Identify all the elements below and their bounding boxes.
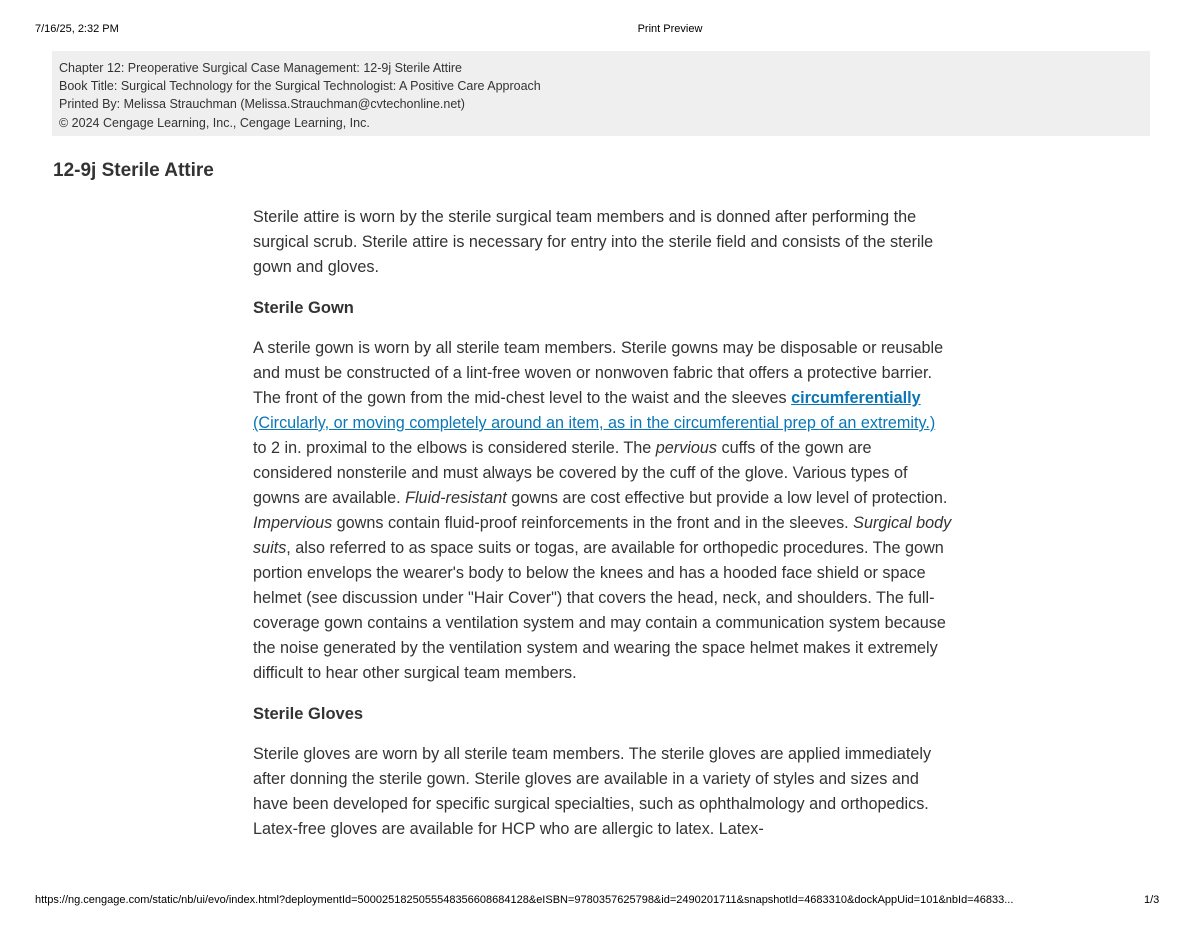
book-title-line: Book Title: Surgical Technology for the Surgical Technologist: A Positive Care Approach: [59, 79, 541, 94]
chapter-line: Chapter 12: Preoperative Surgical Case Management: 12-9j Sterile Attire: [59, 61, 462, 75]
sterile-gloves-heading: Sterile Gloves: [253, 705, 364, 723]
print-preview-title: Print Preview: [637, 23, 703, 35]
intro-paragraph: Sterile attire is worn by the sterile surgical team members and is donned after performing the surgical scrub. Sterile attire is necessary for entry into the sterile field and consists of the sterile gown and gloves.: [253, 208, 934, 276]
sterile-gown-paragraph: A sterile gown is worn by all sterile team members. Sterile gowns may be disposable or reusable and must be constructed of a lint-free woven or nonwoven fabric that offers a protective barrier. The front of the gown from the mid-chest level to the waist and the sleeves circumferentially (Circularly, or moving completely around an item, as in the circumferential prep of an extremity.) to 2 in. proximal to the elbows is considered sterile. The pervious cuffs of the gown are considered nonsterile and must always be covered by the cuff of the glove. Various types of gowns are available. Fluid-resistant gowns are cost effective but provide a low level of protection. Impervious gowns contain fluid-proof reinforcements in the front and in the sleeves. Surgical body suits, also referred to as space suits or togas, are available for orthopedic procedures. The gown portion envelops the wearer's body to below the knees and has a hooded face shield or space helmet (see discussion under "Hair Cover") that covers the head, neck, and shoulders. The full-coverage gown contains a ventilation system and may contain a communication system because the noise generated by the ventilation system and wearing the space helmet makes it extremely difficult to hear other surgical team members.: [253, 339, 952, 682]
page-title: 12-9j Sterile Attire: [53, 160, 214, 181]
print-date: 7/16/25, 2:32 PM: [35, 23, 119, 35]
sterile-gloves-paragraph: Sterile gloves are worn by all sterile team members. The sterile gloves are applied immediately after donning the sterile gown. Sterile gloves are available in a variety of styles and sizes and have been developed for specific surgical specialties, such as ophthalmology and orthopedics. Latex-free gloves are available for HCP who are allergic to latex. Latex-: [253, 745, 932, 838]
sterile-gown-heading: Sterile Gown: [253, 299, 354, 317]
copyright-line: © 2024 Cengage Learning, Inc., Cengage Learning, Inc.: [59, 115, 370, 130]
page-number: 1/3: [1144, 894, 1160, 906]
article-body: [253, 205, 953, 859]
printed-by-line: Printed By: Melissa Strauchman (Melissa.Strauchman@cvtechonline.net): [59, 97, 465, 112]
glossary-term: circumferentially: [791, 389, 921, 407]
glossary-definition: (Circularly, or moving completely around an item, as in the circumferential prep of an extremity.): [253, 414, 936, 432]
book-info-box: [52, 51, 1150, 136]
footer-url: https://ng.cengage.com/static/nb/ui/evo/index.html?deploymentId=5000251825055548356608684128&eISBN=9780357625798&id=2490201711&snapshotId=4683310&dockAppUid=101&nbId=46833...: [35, 894, 1014, 906]
